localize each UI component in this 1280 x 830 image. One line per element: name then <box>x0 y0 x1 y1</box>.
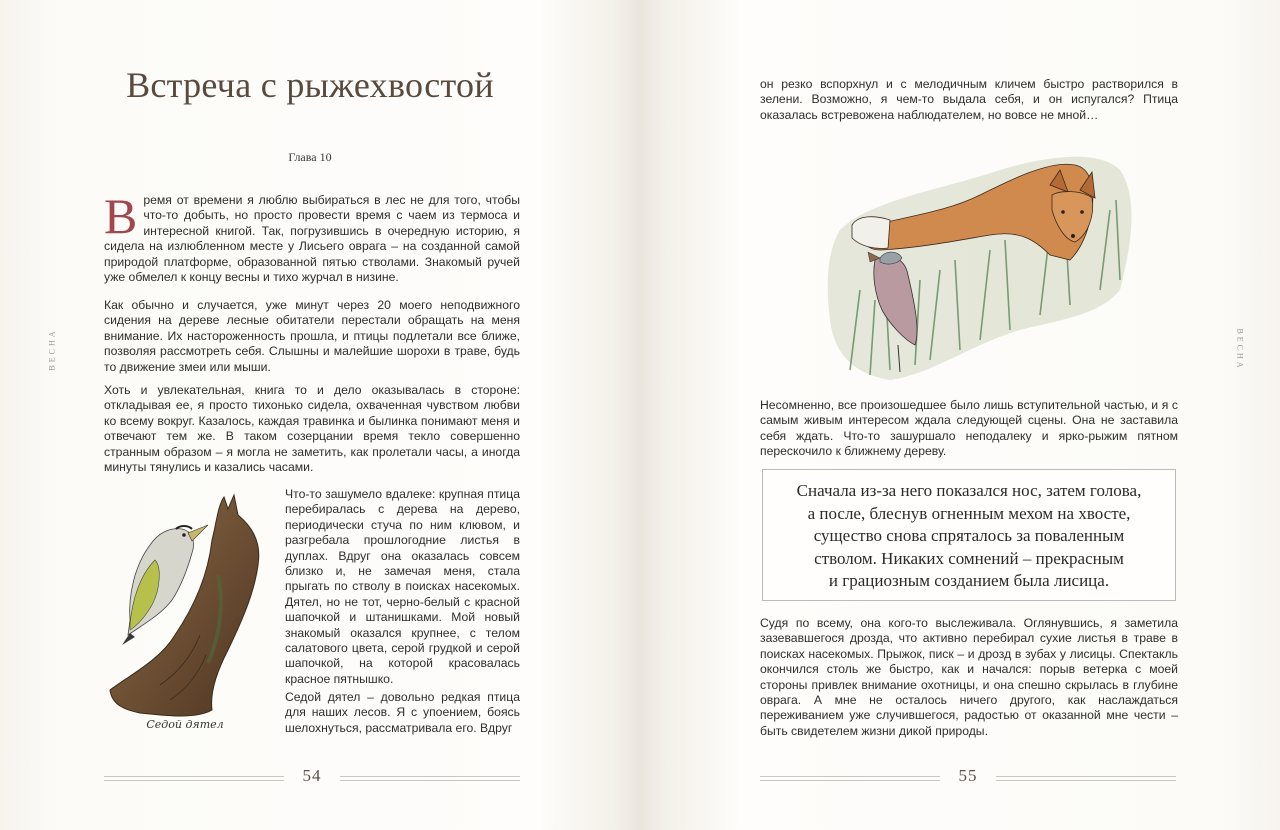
quote-line: и грациозным созданием была лисица. <box>828 571 1110 590</box>
fox-illustration <box>820 140 1150 390</box>
paragraph: он резко вспорхнул и с мелодичным кличем быстро растворился в зелени. Возможно, я чем-то выдала себя, и он испугался? Птица оказалась встревожена наблюдателем, но вовсе не мной… <box>760 77 1178 122</box>
page-number: 54 <box>302 766 322 785</box>
page-footer-right <box>760 768 1176 788</box>
footer-rule <box>340 776 520 781</box>
quote-line: Сначала из-за него показался нос, затем голова, <box>796 481 1142 500</box>
woodpecker-illustration <box>100 485 272 740</box>
quote-line: стволом. Никаких сомнений – прекрасным <box>814 548 1124 568</box>
paragraph-intro <box>104 188 520 285</box>
paragraph-text: ремя от времени я люблю выбираться в лес не для того, чтобы что-то добыть, но просто провести время с чаем из термоса и интересной книгой. Так, погрузившись в очередную историю, я сидела на излюбленном месте у Лисьего оврага – на созданной самой природой платформе, образованной пятью стволами. Знакомый ручей уже обмелел к концу весны и тихо журчал в низине. <box>104 193 520 285</box>
paragraph: Хоть и увлекательная, книга то и дело оказывалась в стороне: откладывая ее, я просто тихонько сидела, охваченная чувством любви ко всему вокруг. Казалось, каждая травинка и былинка понимают меня и отвечают тем же. В таком созерцании время текло совершенно странным образом – я могла не заметить, как пролетали часы, а иногда минуты тянулись и казались часами. <box>104 383 520 475</box>
drop-cap: В <box>104 188 138 244</box>
paragraph: Судя по всему, она кого-то выслеживала. Оглянувшись, я заметила зазевавшегося дрозда, что активно перебирал сухие листья в траве в поисках насекомых. Прыжок, писк – и дрозд в зубах у лисицы. Спектакль окончился столь же быстро, как и начался: порыв ветерка с моей стороны привлек внимание охотницы, и она спешно скрылась в глубине оврага. А мне не осталось ничего другого, как наслаждаться переживанием уже случившегося, радостью от оказанной мне чести – быть свидетелем жизни дикой природы. <box>760 616 1178 738</box>
page-footer-left <box>104 768 520 788</box>
page-number: 55 <box>958 766 978 785</box>
pull-quote-box <box>762 469 1176 601</box>
section-label-right: ВЕСНА <box>1235 328 1245 371</box>
paragraph: Седой дятел – довольно редкая птица для наших лесов. Я с упоением, боясь шелохнуться, рассматривала его. Вдруг <box>285 690 520 735</box>
chapter-title: Встреча с рыжехвостой <box>126 65 494 105</box>
chapter-number: Глава 10 <box>288 150 332 164</box>
quote-line: а после, блеснув огненным мехом на хвосте, <box>807 503 1131 523</box>
illustration-caption: Седой дятел <box>146 718 224 731</box>
paragraph: Как обычно и случается, уже минут через 20 моего неподвижного сидения на дереве лесные обитатели перестали обращать на меня внимание. Их настороженность прошла, и птицы подлетали все ближе, позволяя рассмотреть себя. Слышны и малейшие шорохи в траве, будь то движение змеи или мыши. <box>104 298 520 374</box>
quote-line: существо снова спряталось за поваленным <box>813 526 1125 545</box>
section-label-left: ВЕСНА <box>47 328 57 371</box>
footer-rule <box>996 776 1176 781</box>
paragraph: Несомненно, все произошедшее было лишь вступительной частью, и я с самым живым интересом ждала следующей сцены. Она не заставила себя ждать. Что-то зашуршало неподалеку и ярко-рыжим пятном перескочило к ближнему дереву. <box>760 398 1178 459</box>
paragraph: Что-то зашумело вдалеке: крупная птица перебиралась с дерева на дерево, периодически стуча по ним клювом, и разгребала прошлогодние листья в дуплах. Вдруг она оказалась совсем близко и, не замечая меня, стала прыгать по стволу в поисках насекомых. Дятел, но не тот, черно-белый с красной шапочкой и штанишками. Мой новый знакомый оказался крупнее, с телом салатового цвета, серой грудкой и серой шапочкой, на которой красовалась красное пятнышко. <box>285 487 520 686</box>
pull-quote <box>763 480 1175 593</box>
